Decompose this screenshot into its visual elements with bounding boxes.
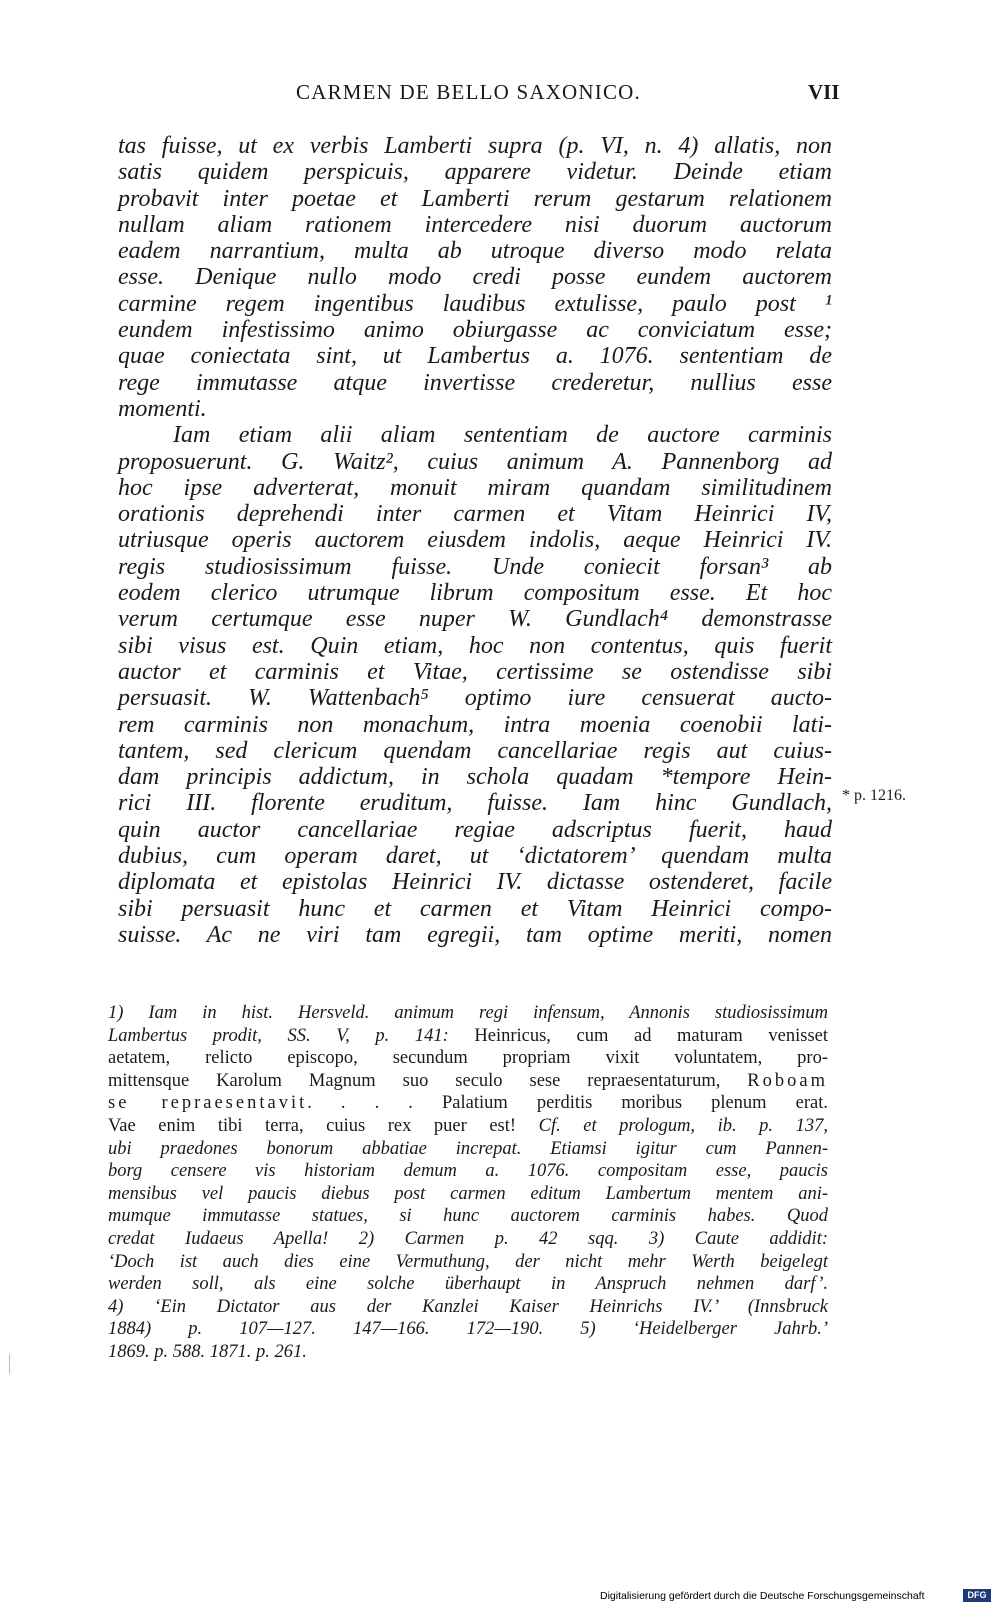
text-line: eundem infestissimo animo obiurgasse ac conviciatum esse; (118, 317, 832, 344)
text-line: tas fuisse, ut ex verbis Lamberti supra (p. VI, n. 4) allatis, non (118, 133, 832, 159)
footnote-line (108, 1228, 828, 1251)
footnote-line (108, 1115, 828, 1138)
text-line: Iam etiam alii aliam sententiam de auctore carminis (173, 422, 832, 449)
text-line: regis studiosissimum fuisse. Unde coniecit forsan³ ab (118, 553, 832, 580)
text-line: utriusque operis auctorem eiusdem indolis, aeque Heinrici IV. (118, 527, 832, 554)
scan-margin-mark (9, 1354, 10, 1374)
text-line: orationis deprehendi inter carmen et Vitam Heinrici IV, (118, 501, 832, 528)
footnotes (108, 1002, 828, 1364)
text-line: rem carminis non monachum, intra moenia coenobii lati- (118, 711, 832, 738)
footnote-line (108, 1205, 828, 1228)
dfg-logo: DFG (963, 1589, 991, 1602)
text-line: persuasit. W. Wattenbach⁵ optimo iure censuerat aucto- (118, 685, 832, 712)
text-line: tantem, sed clericum quendam cancellariae regis aut cuius- (118, 737, 832, 764)
text-line: hoc ipse adverterat, monuit miram quandam similitudinem (118, 474, 832, 501)
text-line: sibi visus est. Quin etiam, hoc non contentus, quis fuerit (118, 632, 832, 659)
footnote-line: aetatem, relicto episcopo, secundum propriam vixit voluntatem, pro- (108, 1048, 828, 1069)
text-line: verum certumque esse nuper W. Gundlach⁴ demonstrasse (118, 606, 832, 633)
footnote-text: ‘Doch ist auch dies eine Vermuthung, der nicht mehr Werth beigelegt (108, 1251, 828, 1272)
footnote-line (108, 1273, 828, 1296)
footnote-text: 4) ‘Ein Dictator aus der Kanzlei Kaiser Heinrichs IV.’ (Innsbruck (108, 1296, 828, 1317)
footnote-line (108, 1138, 828, 1161)
text-line: eadem narrantium, multa ab utroque diverso modo relata (118, 238, 832, 265)
footnote-line (108, 1092, 828, 1115)
footnote-text: mumque immutasse statues, si hunc auctorem carminis habes. Quod (108, 1206, 828, 1227)
text-line: sibi persuasit hunc et carmen et Vitam Heinrici compo- (118, 895, 832, 922)
footnote-text: mittensque Karolum Magnum suo seculo sese repraesentaturum, (108, 1070, 748, 1091)
footnote-line (108, 1025, 828, 1048)
footnote-text: borg censere vis historiam demum a. 1076. compositam esse, paucis (108, 1161, 828, 1182)
footnote-line (108, 1160, 828, 1183)
text-line: dubius, cum operam daret, ut ‘dictatorem’ quendam multa (118, 843, 832, 870)
footnote-line (108, 1296, 828, 1319)
footnote-line (108, 1070, 828, 1093)
text-line: satis quidem perspicuis, apparere videtur. Deinde etiam (118, 159, 832, 186)
footnote-spaced-text: Roboam (747, 1070, 828, 1091)
text-line: quin auctor cancellariae regiae adscriptus fuerit, haud (118, 816, 832, 843)
running-head: CARMEN DE BELLO SAXONICO. (296, 80, 641, 104)
footnote-line (108, 1251, 828, 1274)
footnote-text: ubi praedones bonorum abbatiae increpat. Etiamsi igitur cum Pannen- (108, 1138, 828, 1159)
footnote-text: Heinricus, cum ad maturam venisset (448, 1025, 828, 1046)
footnote-text: credat Iudaeus Apella! 2) Carmen p. 42 sqq. 3) Caute addidit: (108, 1228, 828, 1249)
footnote-line (108, 1002, 828, 1025)
margin-page-reference: * p. 1216. (842, 787, 906, 804)
text-line: nullam aliam rationem intercedere nisi duorum auctorum (118, 211, 832, 238)
footnote-text: 1869. p. 588. 1871. p. 261. (108, 1341, 307, 1362)
footnote-line (108, 1318, 828, 1341)
footnote-text: 1884) p. 107—127. 147—166. 172—190. 5) ‘Heidelberger Jahrb.’ (108, 1319, 828, 1340)
text-line: eodem clerico utrumque librum compositum esse. Et hoc (118, 580, 832, 607)
footnote-text: . . . . Palatium perditis moribus plenum erat. (307, 1093, 828, 1114)
text-line: dam principis addictum, in schola quadam *tempore Hein- (118, 764, 832, 791)
footnote-text: mensibus vel paucis diebus post carmen editum Lambertum mentem ani- (108, 1183, 828, 1204)
footnote-text: 1) Iam in hist. Hersveld. animum regi infensum, Annonis studiosissimum (108, 1003, 828, 1023)
text-line: quae coniectata sint, ut Lambertus a. 1076. sententiam de (118, 343, 832, 370)
text-line: suisse. Ac ne viri tam egregii, tam optime meriti, nomen (118, 921, 832, 948)
footnote-text: Vae enim tibi terra, cuius rex puer est! (108, 1115, 517, 1136)
text-line: auctor et carminis et Vitae, certissime se ostendisse sibi (118, 658, 832, 685)
footnote-spaced-text: se repraesentavit (108, 1093, 308, 1114)
text-line: diplomata et epistolas Heinrici IV. dictasse ostenderet, facile (118, 869, 832, 896)
text-line: rege immutasse atque invertisse crederetur, nullius esse (118, 369, 832, 396)
text-line: proposuerunt. G. Waitz², cuius animum A. Pannenborg ad (118, 448, 832, 475)
main-text (118, 133, 832, 948)
text-line: esse. Denique nullo modo credi posse eundem auctorem (118, 264, 832, 291)
footnote-text: Lambertus prodit, SS. V, p. 141: (108, 1025, 449, 1046)
footnote-line (108, 1341, 828, 1364)
text-line: probavit inter poetae et Lamberti rerum gestarum relationem (118, 185, 832, 212)
digitization-credit: Digitalisierung gefördert durch die Deutsche Forschungsgemeinschaft (600, 1590, 925, 1602)
footnote-line (108, 1183, 828, 1206)
text-line: carmine regem ingentibus laudibus extulisse, paulo post ¹ (118, 290, 832, 317)
page-number: VII (808, 80, 840, 104)
footnote-text: werden soll, als eine solche überhaupt in Anspruch nehmen darf’. (108, 1274, 828, 1295)
text-line: rici III. florente eruditum, fuisse. Iam hinc Gundlach, (118, 790, 832, 817)
text-line: momenti. (118, 395, 207, 422)
footnote-text: Cf. et prologum, ib. p. 137, (516, 1115, 828, 1136)
